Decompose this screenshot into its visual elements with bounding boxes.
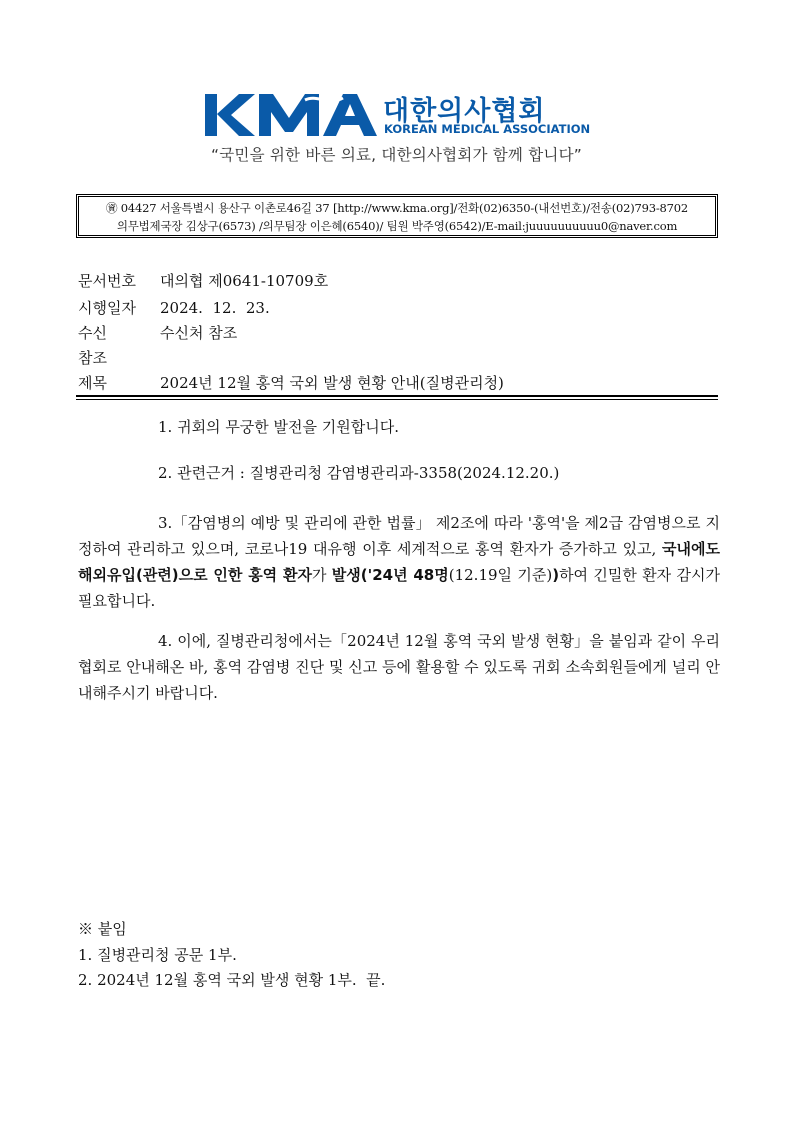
doc-date-label: 시행일자: [78, 299, 136, 317]
attachment-item-1: 1. 질병관리청 공문 1부.: [78, 946, 237, 964]
contact-box: [76, 194, 718, 238]
p3-text-c: 가: [311, 566, 332, 584]
slogan: “국민을 위한 바른 의료, 대한의사협회가 함께 합니다”: [211, 146, 582, 164]
doc-subject-label: 제목: [78, 374, 107, 392]
p3-text-a: 3.「감염병의 예방 및 관리에 관한 법률」 제2조에 따라 '홍역'을 제2급 감염병으로 지정하여 관리하고 있으며, 코로나19 대유행 이후 세계적으로 홍역 환자가 증가하고 있고,: [78, 514, 720, 558]
p3-text-e: (12.19일 기준): [448, 566, 553, 584]
doc-number-label: 문서번호: [78, 272, 136, 290]
org-name-kor: 대한의사협회: [383, 96, 546, 127]
kma-logo: [205, 92, 380, 138]
body-paragraph-1: 1. 귀회의 무궁한 발전을 기원합니다.: [158, 418, 400, 436]
doc-to-row: [78, 322, 237, 343]
doc-ref-row: [78, 347, 160, 368]
doc-subject-row: [78, 372, 504, 393]
doc-date-row: [78, 297, 270, 318]
doc-date-value: 2024. 12. 23.: [160, 299, 270, 317]
doc-to-label: 수신: [78, 324, 107, 342]
subject-rule-top: [76, 395, 718, 397]
attachment-item-2: 2. 2024년 12월 홍역 국외 발생 현황 1부. 끝.: [78, 971, 386, 989]
body-paragraph-4: 4. 이에, 질병관리청에서는「2024년 12월 홍역 국외 발생 현황」을 붙임과 같이 우리협회로 안내해온 바, 홍역 감염병 진단 및 신고 등에 활용할 수 있도록 귀회 소속회원들에게 널리 안내해주시기 바랍니다.: [78, 632, 720, 702]
doc-subject-value: 2024년 12월 홍역 국외 발생 현황 안내(질병관리청): [160, 374, 504, 392]
subject-rule-bottom: [76, 399, 718, 400]
doc-number-value: 대의협 제0641-10709호: [160, 272, 329, 290]
p3-bold-f: ): [552, 566, 560, 584]
doc-ref-label: 참조: [78, 349, 107, 367]
attachment-heading: ※ 붙임: [78, 920, 127, 938]
p3-bold-d: 발생('24년 48명: [331, 566, 449, 584]
doc-number-row: [78, 270, 328, 291]
p3-bold-b: 국내에도 해외유입(관련)으로 인한 홍역 환자: [78, 540, 720, 584]
contact-staff-line: 의무법제국장 김상구(6573) /의무팀장 이은혜(6540)/ 팀원 박주영(6542)/E-mail:juuuuuuuuuu0@naver.com: [116, 219, 678, 233]
p3-text-g: 하여 긴밀한 환자 감시가 필요합니다.: [78, 566, 720, 610]
body-paragraph-3: [78, 510, 720, 614]
body-paragraph-2: 2. 관련근거 : 질병관리청 감염병관리과-3358(2024.12.20.): [158, 464, 560, 482]
letterhead: [205, 92, 595, 140]
doc-to-value: 수신처 참조: [160, 324, 238, 342]
contact-address-line: ㊮ 04427 서울특별시 용산구 이촌로46길 37 [http://www.kma.org]/전화(02)6350-(내선번호)/전송(02)793-8702: [105, 201, 689, 215]
org-name-eng: KOREAN MEDICAL ASSOCIATION: [384, 122, 591, 136]
